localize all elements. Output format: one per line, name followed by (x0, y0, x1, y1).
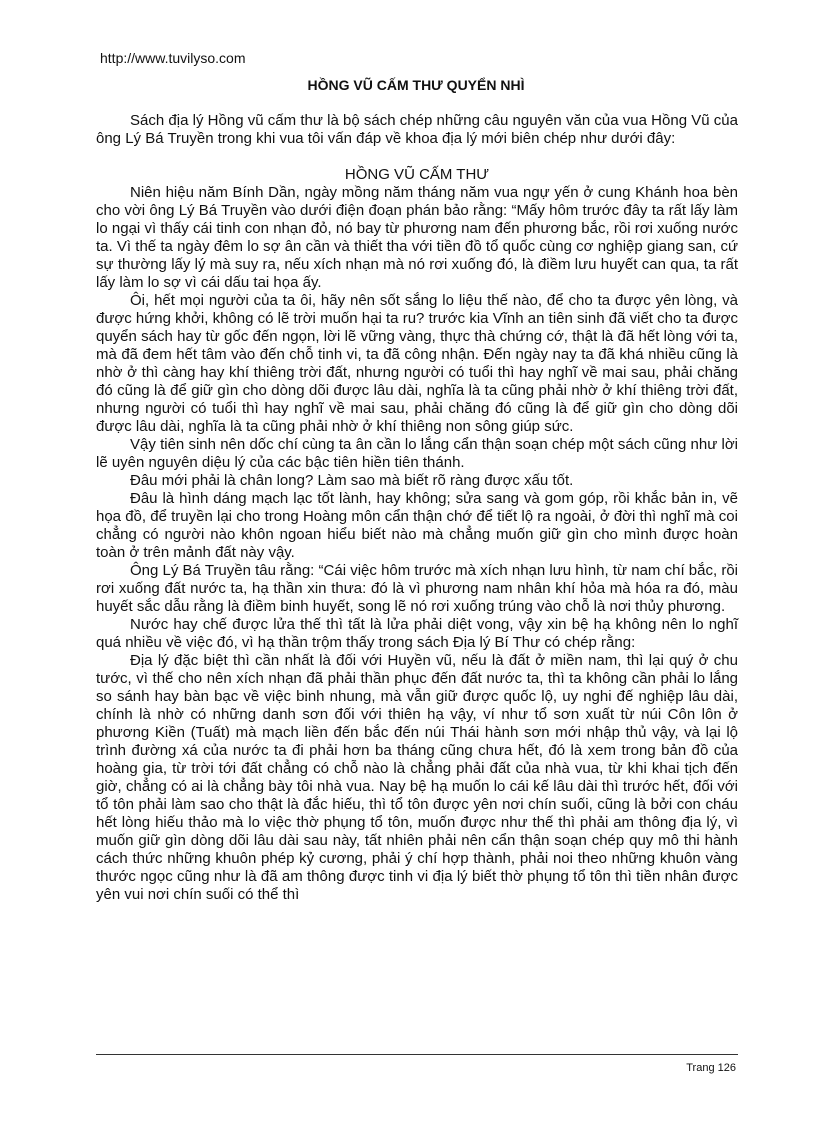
source-url: http://www.tuvilyso.com (100, 50, 246, 66)
footer-divider (96, 1054, 738, 1055)
section-subtitle: HỒNG VŨ CẤM THƯ (344, 166, 490, 183)
paragraph: Ôi, hết mọi người của ta ôi, hãy nên sốt sắng lo liệu thế nào, để cho ta được yên lòng, và được hứng khởi, không có lẽ trời muốn hại ta ru? trước kia Vĩnh an tiên sinh đã viết cho ta được quyển sách hay từ gốc đến ngọn, lời lẽ vững vàng, thực thà chứng cớ, thật là đã hết lòng với ta, mà đã đem hết tâm vào đến chỗ tinh vi, ta đã công nhận. Đến ngày nay ta đã khá nhiều cũng là nhờ ở thì càng hay khí thiêng trời đất, nhưng người có tuổi thì hay nghĩ về mai sau, phải chăng đó cũng là để giữ gìn cho dòng dõi được lâu dài, nghĩa là ta cũng phải nhờ ở khí thiêng trời đất, nhưng người có tuổi thì hay nghĩ về mai sau, phải chăng đó cũng là để giữ gìn cho dòng dõi được lâu dài, nghĩa là ta cũng phải nhờ ở khí thiêng non sông giúp sức. (96, 292, 738, 435)
document-body (96, 112, 738, 904)
page-number: Trang 126 (686, 1062, 736, 1074)
document-title: HỒNG VŨ CẤM THƯ QUYỂN NHÌ (307, 77, 525, 93)
intro-paragraph: Sách địa lý Hồng vũ cấm thư là bộ sách chép những câu nguyên văn của vua Hồng Vũ của ông Lý Bá Truyền trong khi vua tôi vấn đáp về khoa địa lý mới biên chép như dưới đây: (96, 112, 738, 147)
paragraph: Ông Lý Bá Truyền tâu rằng: “Cái việc hôm trước mà xích nhạn lưu hình, từ nam chí bắc, rồi rơi xuống đất nước ta, hạ thần xin thưa: đó là vì phương nam nhân khí hỏa mà hóa ra đó, màu huyết sắc dẫu rằng là điềm binh huyết, song lẽ nó rơi xuống trúng vào chỗ là nơi thủy phương. (96, 562, 738, 615)
paragraph: Vậy tiên sinh nên dốc chí cùng ta ân cần lo lắng cẩn thận soạn chép một sách cũng như lời lẽ uyên nguyên diệu lý của các bậc tiên hiền tiên thánh. (96, 436, 738, 471)
paragraph: Đâu mới phải là chân long? Làm sao mà biết rõ ràng được xấu tốt. (130, 472, 574, 489)
paragraph: Nước hay chế được lửa thế thì tất là lửa phải diệt vong, vậy xin bệ hạ không nên lo nghĩ quá nhiều về việc đó, vì hạ thần trộm thấy trong sách Địa lý Bí Thư có chép rằng: (96, 616, 738, 651)
paragraph: Đâu là hình dáng mạch lạc tốt lành, hay không; sửa sang và gom góp, rồi khắc bản in, vẽ họa đồ, để truyền lại cho trong Hoàng môn cẩn thận chớ để tiết lộ ra ngoài, ở đời thì nghĩ mà coi chẳng có người nào khôn ngoan hiểu biết nào mà chẳng muốn giữ gìn cho mình được hoàn toàn ở trên mảnh đất này vậy. (96, 490, 738, 561)
paragraph: Niên hiệu năm Bính Dần, ngày mồng năm tháng năm vua ngự yến ở cung Khánh hoa bèn cho vời ông Lý Bá Truyền vào dưới điện đoạn phán bảo rằng: “Mấy hôm trước đây ta rất lấy làm lo ngại vì thấy cái tinh con nhạn đỏ, nó bay từ phương nam đến phương bắc, rồi rơi xuống nước ta. Vì thế ta ngày đêm lo sợ ân cần và thiết tha với tiền đồ tổ quốc cùng cơ nghiệp giang san, cứ sự thường lấy lý mà suy ra, nếu xích nhạn mà nó rơi xuống đó, là điềm lưu huyết can qua, ta rất lấy làm lo sợ vì cái dấu tai họa ấy. (96, 184, 738, 291)
paragraph: Địa lý đặc biệt thì cần nhất là đối với Huyền vũ, nếu là đất ở miền nam, thì lại quý ở chu tước, vì thế cho nên xích nhạn đã phải thần phục đến đất nước ta, thì ta không cần phải lo lắng so sánh hay bàn bạc về việc binh nhung, mà vẫn giữ được quốc lộ, uy nghi đế nghiệp lâu dài, chính là nhờ có những danh sơn đối với thiên hạ vậy, ví như tổ sơn xuất từ núi Côn lôn ở phương Kiền (Tuất) mà mạch liền đến bắc đến núi Thái hành sơn mới nhập thủ vậy, và lại lộ trình đường xá của nước ta đi phải hơn ba tháng cũng chưa hết, đó là xem trong bản đồ của hoàng gia, từ trời tới đất chẳng có chỗ nào là chẳng phải đất của nhà vua, từ khi khai tịch đến giờ, chẳng có ai là chẳng bày tôi nhà vua. Nay bệ hạ muốn lo cái kế lâu dài thì trước hết, đối với tổ tôn phải làm sao cho thật là đắc hiếu, thì tổ tôn được yên nơi chín suối, cũng là bởi con cháu hết lòng hiếu thảo mà lo việc thờ phụng tổ tôn, muốn được như thế thì phải am thông địa lý, vì muốn giữ gìn dòng dõi lâu dài sau này, tất nhiên phải nên cẩn thận soạn chép quy mô thi hành cách thức những khuôn phép kỷ cương, phải ý chí hợp thành, phải noi theo những khuôn vàng thước ngọc cũng như là đã am thông được tinh vi địa lý biết thờ phụng tổ tôn thì tiền nhân được yên vui nơi chín suối có thể thì (96, 652, 738, 903)
